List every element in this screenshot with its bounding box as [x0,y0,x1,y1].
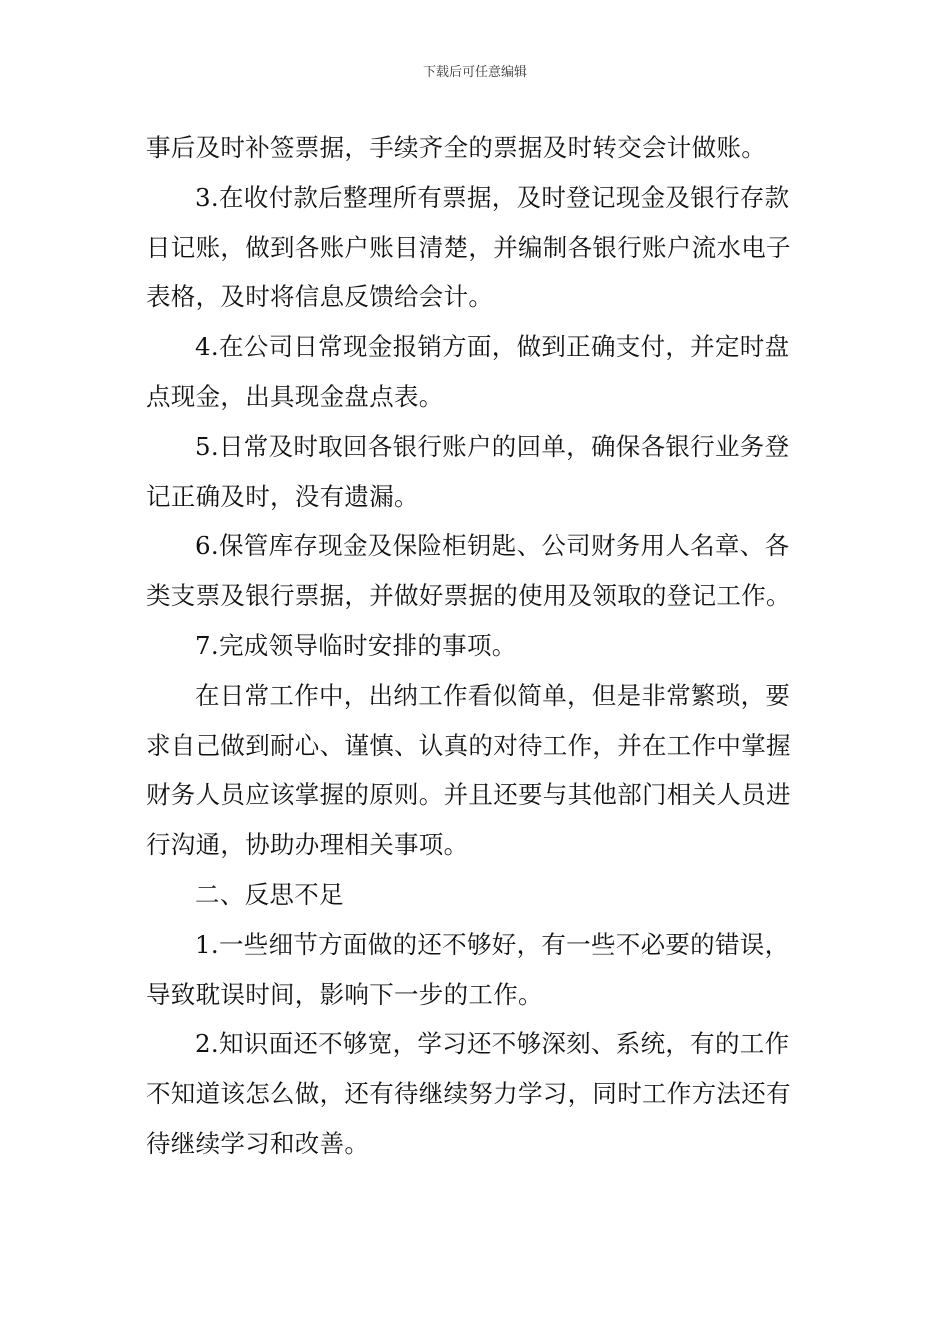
paragraph-summary: 在日常工作中，出纳工作看似简单，但是非常繁琐，要求自己做到耐心、谨慎、认真的对待工作，并在工作中掌握财务人员应该掌握的原则。并且还要与其他部门相关人员进行沟通，协助办理相关事项。 [146,680,791,860]
paragraph-shortcoming-2: 2.知识面还不够宽，学习还不够深刻、系统，有的工作不知道该怎么做，还有待继续努力学习，同时工作方法还有待继续学习和改善。 [146,1029,791,1158]
paragraph-item-5: 5.日常及时取回各银行账户的回单，确保各银行业务登记正确及时，没有遗漏。 [146,431,790,511]
paragraph-item-3: 3.在收付款后整理所有票据，及时登记现金及银行存款日记账，做到各账户账目清楚，并编制各银行账户流水电子表格，及时将信息反馈给会计。 [146,182,791,312]
section-heading: 二、反思不足 [195,879,344,909]
page-header-note: 下载后可任意编辑 [422,65,527,80]
paragraph-item-6: 6.保管库存现金及保险柜钥匙、公司财务用人名章、各类支票及银行票据，并做好票据的使用及领取的登记工作。 [146,531,791,611]
paragraph-continuation: 事后及时补签票据，手续齐全的票据及时转交会计做账。 [146,133,766,162]
document-body [146,123,811,1169]
paragraph-item-7: 7.完成领导临时安排的事项。 [195,630,517,660]
paragraph-shortcoming-1: 1.一些细节方面做的还不够好，有一些不必要的错误，导致耽误时间，影响下一步的工作。 [146,929,790,1009]
paragraph-item-4: 4.在公司日常现金报销方面，做到正确支付，并定时盘点现金，出具现金盘点表。 [146,332,790,411]
